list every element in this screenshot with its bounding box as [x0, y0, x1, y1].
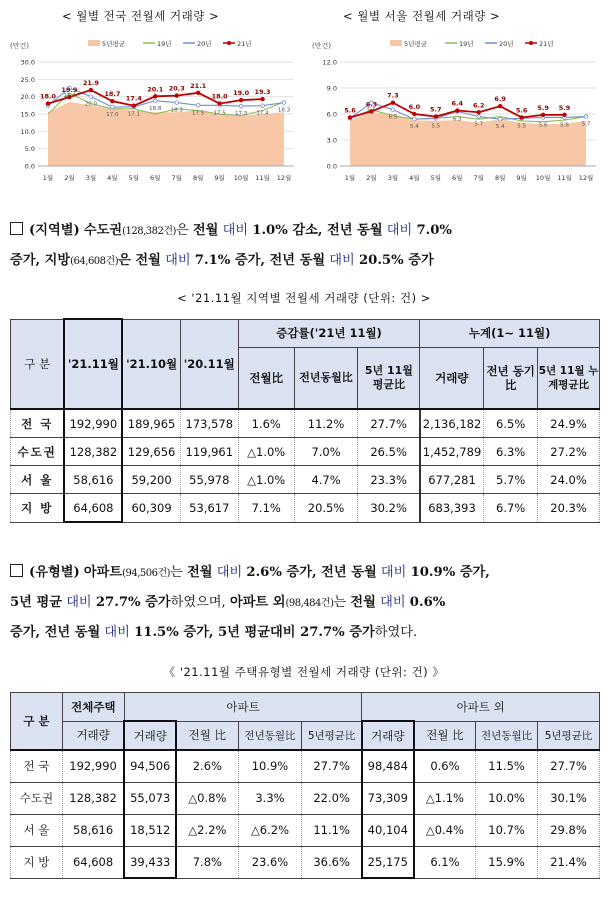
data-label-y21: 21.9: [82, 79, 99, 88]
data-label-y20: 5.7: [581, 121, 591, 128]
point-y20: [239, 104, 243, 108]
point-y20: [111, 105, 115, 109]
table-cell: 1.6%: [238, 409, 294, 438]
header-cum-yoy: 전년 동기比: [484, 347, 538, 409]
table-cell: 98,484: [362, 750, 414, 782]
data-label-y20: 18.3: [277, 107, 291, 114]
table-cell: 29.8%: [538, 814, 600, 846]
para-label: (유형별): [29, 565, 80, 580]
row-label: 전 국: [11, 750, 63, 782]
table-cell: 40,104: [362, 814, 414, 846]
data-label-y21: 5.6: [344, 106, 356, 115]
table-cell: 55,073: [124, 782, 176, 814]
header-cum-volume: 거래량: [420, 347, 484, 409]
unit-label: (만건): [312, 42, 331, 50]
x-tick-label: 8월: [494, 174, 506, 182]
data-label-y21: 6.9: [494, 95, 506, 104]
series-area-5yr-avg: [350, 112, 586, 166]
table-cell: 20.5%: [294, 494, 358, 523]
table-cell: 192,990: [62, 750, 124, 782]
table2-title: 《 '21.11월 주택유형별 전월세 거래량 (단위: 건) 》: [163, 665, 445, 679]
point-y20: [89, 95, 93, 99]
header-mom: 전월比: [238, 347, 294, 409]
point-y21: [455, 108, 459, 112]
data-label-y20: 18.8: [149, 105, 162, 112]
point-y20: [175, 101, 179, 105]
text: 대비: [104, 625, 130, 640]
header-2111: '21.11월: [64, 319, 122, 409]
header-nonapt: 아파트 외: [362, 693, 600, 722]
x-tick-label: 10월: [535, 174, 551, 182]
data-label-y21: 18.7: [104, 90, 121, 99]
table-cell: 22.0%: [302, 782, 362, 814]
data-label-y21: 5.9: [558, 103, 571, 112]
legend-label: 5년평균: [404, 40, 427, 48]
x-tick-label: 11월: [557, 174, 572, 182]
table-cell: 23.6%: [238, 846, 302, 878]
header-apt-mom: 전월 比: [176, 721, 238, 750]
table-cell: 11.1%: [302, 814, 362, 846]
legend-label: 19년: [459, 40, 474, 48]
data-label-y20: 17.3: [234, 111, 248, 118]
x-tick-label: 2월: [366, 174, 377, 182]
paragraph-type: [10, 558, 490, 647]
paragraph-regional: [10, 216, 452, 276]
count-local: (64,608건): [70, 256, 119, 267]
data-label-y21: 19.0: [233, 89, 250, 98]
table-cell: 683,393: [420, 494, 484, 523]
header-yoy: 전년동월比: [294, 347, 358, 409]
table-row: [11, 438, 600, 466]
table-cell: △0.8%: [176, 782, 238, 814]
point-y20: [584, 115, 588, 119]
text: 은: [175, 223, 189, 238]
table-cell: 55,978: [180, 466, 238, 494]
y-tick-label: 5.0: [24, 145, 35, 154]
point-y21: [519, 115, 523, 119]
x-tick-label: 4월: [409, 174, 420, 182]
para-label: (지역별): [29, 223, 80, 238]
table-cell: 94,506: [124, 750, 176, 782]
header-nonapt-mom: 전월 比: [414, 721, 476, 750]
text: 0.6%: [409, 595, 446, 610]
table-cell: 39,433: [124, 846, 176, 878]
text: 전월: [187, 565, 213, 580]
point-y21: [260, 97, 264, 101]
point-y21: [541, 113, 545, 117]
x-tick-label: 12월: [578, 174, 594, 182]
count-capital: (128,382건): [122, 226, 176, 237]
table-cell: 7.1%: [238, 494, 294, 523]
point-y21: [89, 88, 93, 92]
header-5yr: 5년 11월 평균比: [358, 347, 420, 409]
point-y21: [391, 101, 395, 105]
data-label-y20: 5.5: [367, 107, 376, 114]
data-label-y20: 17.0: [106, 112, 119, 119]
text: 대비: [329, 253, 355, 268]
unit-label: (만건): [10, 42, 29, 50]
table-cell: 59,200: [122, 466, 180, 494]
data-label-y21: 6.2: [472, 101, 485, 110]
data-label-y21: 5.7: [430, 105, 442, 114]
text: 7.0%: [416, 223, 452, 238]
header-cum-5yr: 5년 11월 누계평균比: [538, 347, 600, 409]
header-gubun: 구 분: [11, 693, 63, 751]
x-tick-label: 1월: [344, 174, 356, 182]
point-y21: [562, 113, 566, 117]
text: 은 전월: [118, 253, 161, 268]
data-label-y21: 20.1: [147, 85, 164, 94]
header-apt-yoy: 전년동월比: [238, 721, 302, 750]
point-y21: [498, 104, 502, 108]
chart-title-national: < 월별 전국 전월세 거래량 >: [62, 9, 220, 23]
table-row: [11, 782, 600, 814]
text: 증가, 전년 동월: [10, 625, 101, 640]
table-cell: 64,608: [62, 846, 124, 878]
header-all: 전체주택: [62, 693, 124, 722]
data-label-y20: 5.4: [409, 124, 419, 131]
table-cell: 6.7%: [484, 494, 538, 523]
table-cell: 128,382: [62, 782, 124, 814]
table-cell: 27.2%: [538, 438, 600, 466]
y-tick-label: 0.0: [24, 162, 35, 171]
row-label: 수도권: [11, 438, 65, 466]
row-label: 서 울: [11, 814, 63, 846]
x-tick-label: 10월: [233, 174, 249, 182]
text: 대비: [386, 223, 413, 238]
x-tick-label: 5월: [430, 174, 442, 182]
legend-label: 21년: [539, 40, 554, 48]
x-tick-label: 2월: [64, 174, 75, 182]
x-tick-label: 9월: [214, 174, 225, 182]
table-cell: 192,990: [64, 409, 122, 438]
x-tick-label: 6월: [452, 174, 463, 182]
row-label: 수도권: [11, 782, 63, 814]
y-tick-label: 15.0: [20, 110, 35, 119]
table-cell: 58,616: [62, 814, 124, 846]
type-table: [10, 692, 600, 879]
table-cell: 1,452,789: [420, 438, 484, 466]
header-gubun: 구 분: [11, 319, 65, 409]
y-tick-label: 30.0: [20, 58, 35, 67]
data-label-y21: 19.9: [61, 86, 78, 95]
y-tick-label: 10.0: [20, 127, 35, 136]
data-label-y21: 5.9: [537, 103, 549, 112]
data-label-y20: 17.4: [256, 110, 269, 117]
text: 5년 평균: [10, 595, 62, 610]
data-label-y20: 18.3: [170, 107, 183, 114]
data-label-y21: 20.3: [168, 84, 185, 93]
legend-swatch: [390, 40, 402, 46]
y-tick-label: 12.0: [322, 58, 337, 67]
chart-title-seoul: < 월별 서울 전월세 거래량 >: [343, 9, 501, 23]
y-tick-label: 0.0: [326, 162, 337, 171]
table-cell: △6.2%: [238, 814, 302, 846]
table-cell: △1.0%: [238, 466, 294, 494]
text: 대비: [165, 253, 191, 268]
text: 대비: [66, 595, 92, 610]
legend-marker: [529, 41, 533, 45]
data-label-y21: 6.0: [408, 103, 421, 111]
regional-table: [10, 318, 600, 523]
header-vol: 거래량: [62, 721, 124, 750]
table-cell: △2.2%: [176, 814, 238, 846]
table-cell: 60,309: [122, 494, 180, 523]
table-cell: 18,512: [124, 814, 176, 846]
table-row: [11, 494, 600, 523]
point-y20: [477, 115, 481, 119]
text: 27.7% 증가: [95, 595, 171, 610]
table-cell: 64,608: [64, 494, 122, 523]
x-tick-label: 4월: [107, 174, 118, 182]
header-nonapt-yoy: 전년동월比: [476, 721, 538, 750]
text: 대비: [380, 565, 407, 580]
data-label-y20: 6.3: [452, 116, 462, 123]
legend-label: 20년: [499, 40, 514, 48]
legend-label: 20년: [197, 40, 212, 48]
header-2011: '20.11월: [180, 319, 238, 409]
data-label-y20: 17.5: [213, 110, 226, 117]
header-apt-vol: 거래량: [124, 721, 176, 750]
data-label-y20: 5.4: [495, 124, 505, 131]
table-cell: 27.7%: [358, 409, 420, 438]
data-label-y21: 21.1: [190, 81, 207, 90]
data-label-y20: 5.5: [517, 123, 527, 130]
table-cell: 30.1%: [538, 782, 600, 814]
text: 증가, 지방: [10, 253, 71, 268]
row-label: 서 울: [11, 466, 65, 494]
data-label-y20: 5.5: [431, 123, 441, 130]
point-y20: [282, 101, 286, 105]
table-cell: 129,656: [122, 438, 180, 466]
table-row: [11, 409, 600, 438]
data-label-y20: 5.6: [560, 122, 569, 129]
text: 전월: [192, 223, 219, 238]
table-row: [11, 814, 600, 846]
point-y21: [477, 110, 481, 114]
point-y21: [196, 91, 200, 95]
text: 대비: [380, 595, 406, 610]
data-label-y20: 5.6: [538, 122, 548, 129]
table-cell: 0.6%: [414, 750, 476, 782]
point-y21: [434, 114, 438, 118]
data-label-y20: 17.1: [127, 111, 140, 118]
checkbox-square-icon: [10, 222, 23, 235]
table-cell: △0.4%: [414, 814, 476, 846]
table-cell: 10.7%: [476, 814, 538, 846]
x-tick-label: 9월: [516, 174, 527, 182]
table-cell: 3.3%: [238, 782, 302, 814]
data-label-y21: 6.3: [365, 100, 378, 109]
point-y21: [132, 103, 136, 107]
table-cell: 6.5%: [484, 409, 538, 438]
table-cell: 7.8%: [176, 846, 238, 878]
legend-marker: [227, 41, 231, 45]
table-cell: 53,617: [180, 494, 238, 523]
table-row: [11, 846, 600, 878]
point-y21: [153, 94, 157, 98]
header-change-group: 증감률('21년 11월): [238, 319, 420, 347]
count-apt: (94,506건): [122, 568, 171, 579]
table-cell: 6.3%: [484, 438, 538, 466]
table-cell: 119,961: [180, 438, 238, 466]
x-tick-label: 3월: [387, 174, 399, 182]
point-y20: [196, 104, 200, 108]
header-2110: '21.10월: [122, 319, 180, 409]
data-label-y20: 20.0: [84, 101, 98, 108]
data-label-y20: 17.4: [63, 93, 76, 99]
text: 아파트: [83, 565, 123, 580]
text: 아파트 외: [229, 595, 286, 610]
text: 20.5% 증가: [358, 253, 434, 268]
header-nonapt-5yr: 5년평균比: [538, 721, 600, 750]
data-label-y21: 17.4: [125, 94, 142, 103]
data-label-y21: 18.0: [211, 92, 228, 101]
x-tick-label: 3월: [85, 174, 97, 182]
header-cumulative-group: 누계(1~ 11월): [420, 319, 600, 347]
table-cell: 10.9%: [238, 750, 302, 782]
text: 는: [170, 565, 183, 580]
point-y21: [239, 98, 243, 102]
table-cell: 20.3%: [538, 494, 600, 523]
table-cell: 11.2%: [294, 409, 358, 438]
table-cell: 25,175: [362, 846, 414, 878]
table-cell: 26.5%: [358, 438, 420, 466]
table-cell: 27.7%: [302, 750, 362, 782]
x-tick-label: 12월: [276, 174, 292, 182]
row-label: 지 방: [11, 494, 65, 523]
point-y21: [412, 112, 416, 116]
table-cell: 4.7%: [294, 466, 358, 494]
row-label: 지 방: [11, 846, 63, 878]
table-row: [11, 750, 600, 782]
point-y21: [46, 101, 50, 105]
point-y20: [498, 117, 502, 121]
table-cell: 58,616: [64, 466, 122, 494]
chart-national: [8, 30, 300, 192]
table-cell: 24.9%: [538, 409, 600, 438]
legend-label: 21년: [237, 40, 252, 48]
x-tick-label: 7월: [473, 174, 484, 182]
point-y20: [153, 99, 157, 103]
table1-title: < '21.11월 지역별 전월세 거래량 (단위: 건) >: [177, 291, 431, 305]
data-label-y21: 19.3: [254, 88, 271, 97]
x-tick-label: 8월: [192, 174, 204, 182]
table-cell: 677,281: [420, 466, 484, 494]
table-cell: 73,309: [362, 782, 414, 814]
y-tick-label: 3.0: [326, 136, 337, 145]
text: 1.0% 감소, 전년 동월: [252, 223, 383, 238]
y-tick-label: 6.0: [326, 110, 337, 119]
text: 대비: [216, 565, 243, 580]
text: 10.9% 증가,: [410, 565, 490, 580]
data-label-y20: 6.5: [388, 114, 398, 121]
legend-label: 19년: [157, 40, 172, 48]
x-tick-label: 1월: [42, 174, 54, 182]
header-apt: 아파트: [124, 693, 362, 722]
table-cell: 173,578: [180, 409, 238, 438]
table-cell: 23.3%: [358, 466, 420, 494]
header-nonapt-vol: 거래량: [362, 721, 414, 750]
text-capital: 수도권: [83, 223, 123, 238]
table-cell: 30.2%: [358, 494, 420, 523]
text: 7.1% 증가, 전년 동월: [194, 253, 326, 268]
text: 11.5% 증가, 5년 평균대비 27.7% 증가: [134, 625, 375, 640]
data-label-y21: 18.0: [39, 92, 57, 101]
table-cell: 189,965: [122, 409, 180, 438]
table-cell: 6.1%: [414, 846, 476, 878]
point-y20: [391, 108, 395, 112]
table-cell: △1.1%: [414, 782, 476, 814]
point-y21: [175, 93, 179, 97]
table-cell: 11.5%: [476, 750, 538, 782]
legend-label: 5년평균: [102, 40, 125, 48]
table-cell: 21.4%: [538, 846, 600, 878]
y-tick-label: 9.0: [326, 84, 337, 93]
x-tick-label: 7월: [171, 174, 182, 182]
y-tick-label: 25.0: [20, 75, 35, 84]
data-label-y21: 5.6: [515, 106, 528, 115]
chart-seoul: [310, 30, 602, 192]
point-y20: [413, 117, 417, 121]
text: 전월: [350, 595, 376, 610]
table-cell: 7.0%: [294, 438, 358, 466]
legend-swatch: [88, 40, 100, 46]
text: 하였다.: [374, 625, 418, 640]
data-label-y20: 5.7: [474, 121, 484, 128]
table-cell: 27.7%: [538, 750, 600, 782]
data-label-y20: 17.5: [192, 110, 205, 117]
x-tick-label: 5월: [128, 174, 140, 182]
text: 대비: [222, 223, 249, 238]
table-cell: 5.7%: [484, 466, 538, 494]
table-cell: △1.0%: [238, 438, 294, 466]
text: 2.6% 증가, 전년 동월: [246, 565, 377, 580]
table-cell: 2,136,182: [420, 409, 484, 438]
table-cell: 2.6%: [176, 750, 238, 782]
table-cell: 128,382: [64, 438, 122, 466]
count-nonapt: (98,484건): [285, 598, 334, 609]
x-tick-label: 11월: [255, 174, 270, 182]
point-y21: [217, 101, 221, 105]
point-y20: [261, 104, 265, 108]
point-y21: [348, 115, 352, 119]
table-cell: 10.0%: [476, 782, 538, 814]
table-cell: 36.6%: [302, 846, 362, 878]
y-tick-label: 20.0: [20, 93, 35, 102]
text: 는: [333, 595, 347, 610]
data-label-y21: 7.3: [387, 91, 399, 100]
text: 하였으며,: [170, 595, 226, 610]
data-label-y21: 6.4: [451, 99, 464, 108]
point-y21: [110, 99, 114, 103]
checkbox-square-icon: [10, 564, 23, 577]
table-row: [11, 466, 600, 494]
header-apt-5yr: 5년평균比: [302, 721, 362, 750]
x-tick-label: 6월: [150, 174, 161, 182]
table-cell: 24.0%: [538, 466, 600, 494]
row-label: 전 국: [11, 409, 65, 438]
table-cell: 15.9%: [476, 846, 538, 878]
